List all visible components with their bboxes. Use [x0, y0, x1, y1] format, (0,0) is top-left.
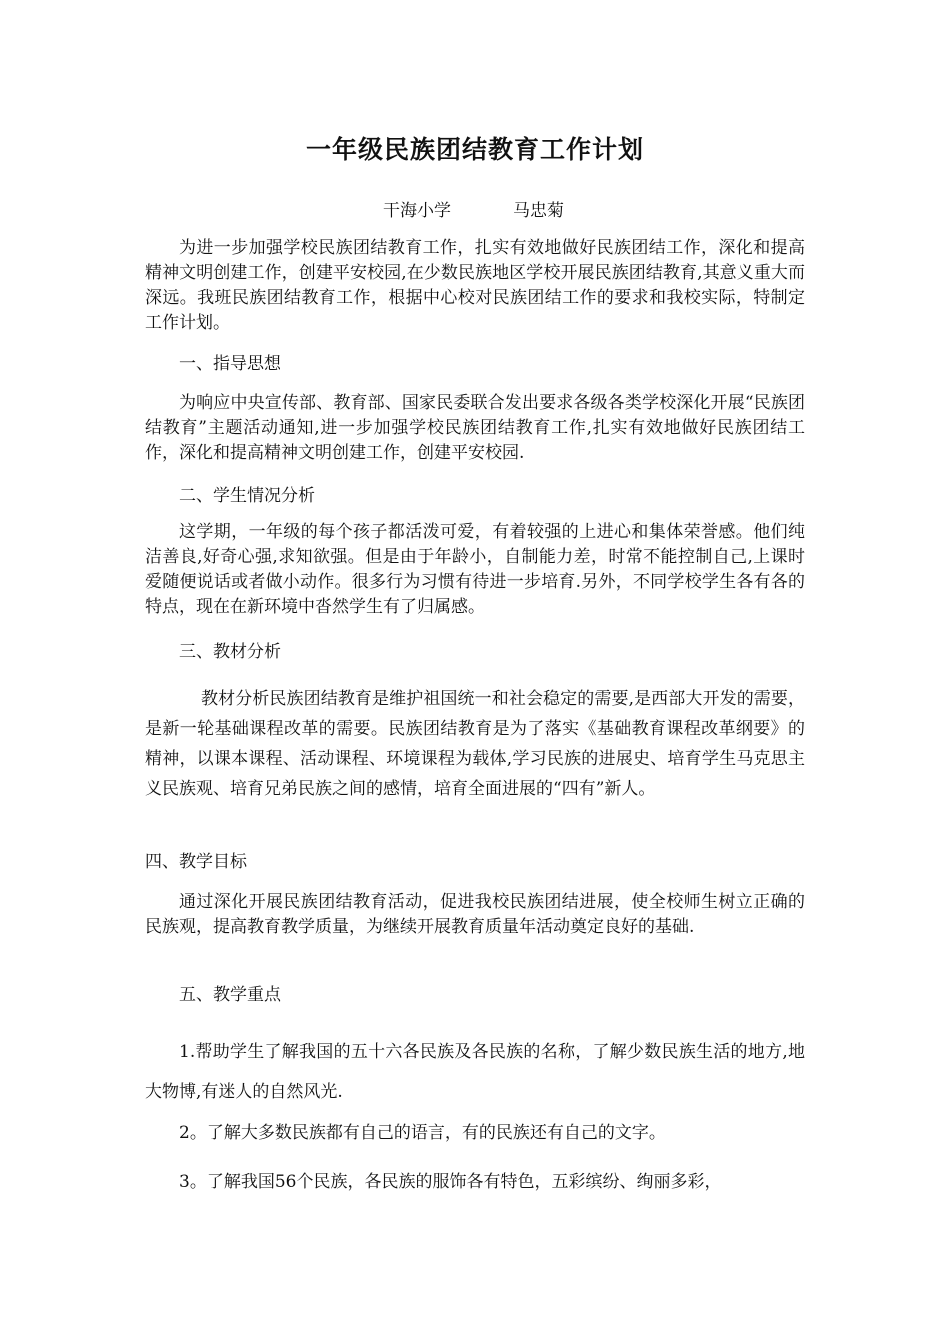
- section-heading-3: 三、教材分析: [179, 642, 281, 662]
- section-text-1: 为响应中央宣传部、教育部、国家民委联合发出要求各级各类学校深化开展“民族团结教育”主题活动通知,进一步加强学校民族团结教育工作,扎实有效地做好民族团结工作，深化和提高精神文明创建工作，创建平安校园.: [145, 393, 805, 463]
- section-text-2: 这学期，一年级的每个孩子都活泼可爱，有着较强的上进心和集体荣誉感。他们纯洁善良,好奇心强,求知欲强。但是由于年龄小，自制能力差，时常不能控制自己,上课时爱随便说话或者做小动作。很多行为习惯有待进一步培育.另外，不同学校学生各有各的特点，现在在新环境中沓然学生有了归属感。: [145, 522, 805, 617]
- list-item: 2。了解大多数民族都有自己的语言，有的民族还有自己的文字。: [179, 1123, 666, 1143]
- author-name: 马忠菊: [513, 201, 564, 221]
- intro-paragraph: 为进一步加强学校民族团结教育工作，扎实有效地做好民族团结工作，深化和提高精神文明创建工作，创建平安校园,在少数民族地区学校开展民族团结教育,其意义重大而深远。我班民族团结教育工作，根据中心校对民族团结工作的要求和我校实际，特制定工作计划。: [145, 238, 805, 333]
- list-item: 3。了解我国56个民族，各民族的服饰各有特色，五彩缤纷、绚丽多彩，: [179, 1172, 722, 1192]
- section-text-4: 通过深化开展民族团结教育活动，促进我校民族团结进展，使全校师生树立正确的民族观，提高教育教学质量，为继续开展教育质量年活动奠定良好的基础.: [145, 892, 805, 937]
- section-text-3: 教材分析民族团结教育是维护祖国统一和社会稳定的需要,是西部大开发的需要，是新一轮基础课程改革的需要。民族团结教育是为了落实《基础教育课程改革纲要》的精神，以课本课程、活动课程、环境课程为载体,学习民族的进展史、培育学生马克思主义民族观、培育兄弟民族之间的感情，培育全面进展的“四有”新人。: [145, 689, 805, 799]
- list-item: 1.帮助学生了解我国的五十六各民族及各民族的名称，了解少数民族生活的地方,地大物博,有迷人的自然风光.: [145, 1042, 805, 1102]
- section-heading-1: 一、指导思想: [179, 354, 281, 374]
- section-heading-4: 四、教学目标: [145, 852, 247, 872]
- section-heading-5: 五、教学重点: [179, 985, 281, 1005]
- school-name: 干海小学: [383, 201, 451, 221]
- section-heading-2: 二、学生情况分析: [179, 486, 315, 506]
- document-title: 一年级民族团结教育工作计划: [305, 135, 644, 164]
